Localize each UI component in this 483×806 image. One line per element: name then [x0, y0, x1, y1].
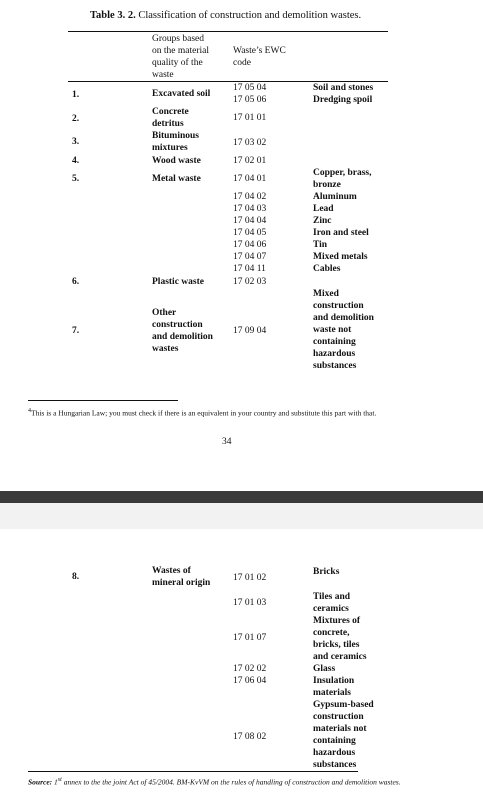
page-separator — [0, 491, 483, 503]
ewc-codes-row-4: 17 02 01 — [233, 156, 267, 166]
group-other-construction: Other construction and demolition wastes — [152, 308, 213, 354]
row-number-2: 2. — [72, 114, 80, 124]
table-top-rule — [68, 31, 388, 32]
header-ewc-code: Waste’s EWC code — [233, 46, 286, 68]
group-concrete-detritus: Concrete detritus — [152, 107, 189, 129]
group-excavated-soil: Excavated soil — [152, 89, 211, 99]
header-groups: Groups based on the material quality of the waste — [152, 34, 209, 80]
group-bituminous-mixtures: Bituminous mixtures — [152, 131, 199, 153]
item-bricks: Bricks — [313, 567, 340, 577]
source-text: annex to the the joint Act of 45/2004. BM-KvVM on the rules of handling of construction and demolition wastes. — [61, 777, 401, 787]
group-metal-waste: Metal waste — [152, 174, 201, 184]
ewc-codes-row-5: 17 04 02 17 04 03 17 04 04 17 04 05 17 04 06 17 04 07 17 04 11 — [233, 192, 267, 274]
items-row-1: Soil and stones Dredging spoil — [313, 83, 374, 105]
items-row-7: Mixed construction and demolition waste not containing hazardous substances — [313, 289, 374, 371]
table-title — [90, 9, 361, 22]
page-gap — [0, 503, 483, 529]
page-number: 34 — [222, 437, 232, 447]
source-sup: st — [57, 777, 62, 783]
row-number-8: 8. — [72, 572, 80, 582]
ewc-codes-row-6: 17 02 03 — [233, 277, 267, 287]
row-number-6: 6. — [72, 277, 80, 287]
items-row-5-first: Copper, brass, bronze — [313, 168, 372, 190]
footnote — [28, 406, 428, 419]
ewc-codes-row-3: 17 03 02 — [233, 138, 267, 148]
source-note — [28, 775, 458, 788]
footnote-mark: 4 — [28, 408, 31, 414]
row-number-3: 3. — [72, 137, 80, 147]
items-row-8-c: Gypsum-based construction materials not containing hazardous substances — [313, 700, 374, 770]
ewc-code-row-8-b: 17 01 03 — [233, 598, 267, 608]
footnote-text: This is a Hungarian Law; you must check if there is an equivalent in your country and substitute this part with that. — [31, 408, 377, 418]
items-row-8-b: Tiles and ceramics Mixtures of concrete, bricks, tiles and ceramics Glass Insulation materials — [313, 592, 367, 698]
source-pre: 1 — [52, 777, 58, 787]
items-row-5: Aluminum Lead Zinc Iron and steel Tin Mixed metals Cables — [313, 192, 369, 274]
footnote-rule — [28, 400, 178, 401]
group-plastic-waste: Plastic waste — [152, 277, 204, 287]
ewc-code-row-5-first: 17 04 01 — [233, 174, 267, 184]
group-wood-waste: Wood waste — [152, 156, 201, 166]
row-number-7: 7. — [72, 326, 80, 336]
table-title-label: Table 3. 2. — [90, 10, 136, 21]
source-label: Source: — [28, 777, 53, 787]
ewc-codes-row-7: 17 09 04 — [233, 326, 267, 336]
group-mineral-origin: Wastes of mineral origin — [152, 566, 211, 588]
row-number-1: 1. — [72, 90, 80, 100]
table-title-text: Classification of construction and demolition wastes. — [135, 10, 362, 21]
ewc-codes-row-2: 17 01 01 — [233, 113, 267, 123]
ewc-codes-row-1: 17 05 04 17 05 06 — [233, 83, 267, 105]
table-bottom-rule — [28, 771, 358, 772]
ewc-code-row-8-c: 17 01 07 — [233, 633, 267, 643]
row-number-4: 4. — [72, 156, 80, 166]
ewc-code-row-8-d: 17 02 02 17 06 04 — [233, 664, 267, 686]
ewc-code-row-8-e: 17 08 02 — [233, 732, 267, 742]
ewc-code-row-8-a: 17 01 02 — [233, 573, 267, 583]
row-number-5: 5. — [72, 174, 80, 184]
